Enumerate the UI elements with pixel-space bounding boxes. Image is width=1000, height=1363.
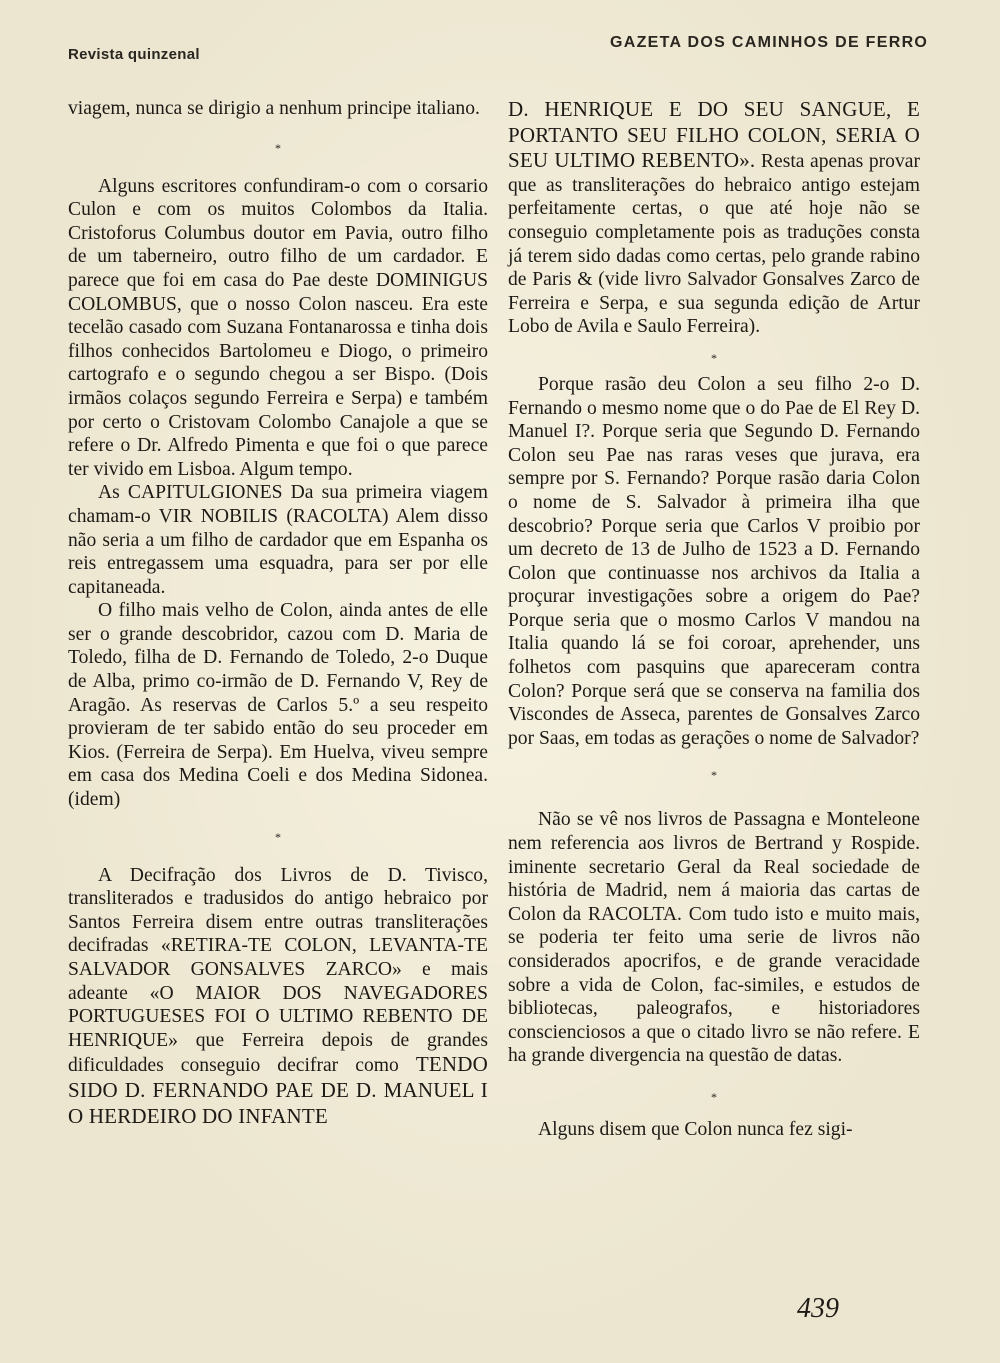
paragraph: Porque rasão deu Colon a seu filho 2-o D. Fernando o mesmo nome que o do Pae de El Rey D. Manuel I?. Porque seria que Segundo D. Fernando Colon seu Pae nas raras veses que jurava, era sempre por S. Fernando? Porque rasão daria Colon o nome de S. Salvador à primeira ilha que descobrio? Porque seria que Carlos V proibio por um decreto de 13 de Julho de 1523 a D. Fernando Colon que continuasse nos archivos da Italia a proçurar investigações sobre a origem do Pae? Porque seria que o mosmo Carlos V mandou na Italia quando lá se foi coroar, aprehender, uns folhetos com pasquins que apareceram contra Colon? Porque será que se conserva na familia dos Viscondes de Asseca, parentes de Gonsalves Zarco por Saas, em todas as gerações o nome de Salvador? (508, 373, 920, 749)
running-header-right: GAZETA DOS CAMINHOS DE FERRO (610, 34, 929, 51)
section-separator: * (711, 350, 717, 365)
section-separator: * (275, 140, 281, 155)
running-header-left: Revista quinzenal (68, 46, 200, 63)
caps-text: D. HENRIQUE E DO SEU SANGUE, E PORTANTO SEU FILHO COLON, SERIA O SEU ULTIMO REBENTO». (508, 97, 920, 173)
paragraph-text: A Decifração dos Livros de D. Tivisco, transliterados e tradusidos do antigo hebraico por Santos Ferreira disem entre outras transliterações decifradas «RETIRA-TE COLON, LEVANTA-TE SALVADOR GONSALVES ZARCO» e mais adeante «O MAIOR DOS NAVEGADORES PORTUGUESES FOI O ULTIMO REBENTO DE HENRIQUE» que Ferreira depois de grandes dificuldades conseguio decifrar como (68, 864, 488, 1077)
caps-text: TENDO SIDO D. FERNANDO PAE DE D. MANUEL I O HERDEIRO DO INFANTE (68, 1052, 488, 1128)
right-column (508, 97, 920, 1142)
paragraph: viagem, nunca se dirigio a nenhum principe italiano. (68, 98, 480, 119)
page-number: 439 (797, 1293, 839, 1324)
paragraph (68, 864, 488, 1130)
paragraph: O filho mais velho de Colon, ainda antes de elle ser o grande descobridor, cazou com D. Maria de Toledo, filha de D. Fernando de Toledo, 2-o Duque de Alba, primo co-irmão de D. Fernando V, Rey de Aragão. As reservas de Carlos 5.º a seu respeito provieram de ter sabido então do seu proceder em Kios. (Ferreira de Serpa). Em Huelva, viveu sempre em casa dos Medina Coeli e dos Medina Sidonea. (idem) (68, 600, 488, 811)
paragraph-text: Resta apenas provar que as transliterações do hebraico antigo estejam perfeitamente certas, o que até hoje não se conseguio completamente pois as traduções consta já terem sido dadas como certas, pelo grande rabino de Paris & (vide livro Salvador Gonsalves Zarco de Ferreira e Serpa, e sua segunda edição de Artur Lobo de Avila e Saulo Ferreira). (508, 151, 920, 338)
paragraph (508, 97, 920, 339)
section-separator: * (275, 829, 281, 844)
paragraph: Alguns disem que Colon nunca fez sigi- (538, 1118, 853, 1140)
paragraph: Não se vê nos livros de Passagna e Monteleone nem referencia aos livros de Bertrand y Rospide. iminente secretario Geral da Real sociedade de história de Madrid, nem á maioria das cartas de Colon da RACOLTA. Com tudo isto e muito mais, se poderia ter feito uma serie de livros não considerados apocrifos, e de grande veracidade sobre a vida de Colon, fac-similes, e estudos de bibliotecas, paleografos, e historiadores conscienciosos a que o citado livro se não refere. E ha grande divergencia na questão de datas. (508, 809, 920, 1067)
section-separator: * (711, 1089, 717, 1104)
section-separator: * (711, 768, 717, 783)
left-column (68, 97, 488, 1129)
paragraph: As CAPITULGIONES Da sua primeira viagem chamam-o VIR NOBILIS (RACOLTA) Alem disso não seria a um filho de cardador que em Espanha os reis entregassem uma esquadra, para ser por elle capitaneada. (68, 482, 488, 598)
paragraph: Alguns escritores confundiram-o com o corsario Culon e com os muitos Colombos da Italia. Cristoforus Columbus doutor em Pavia, outro filho de um taberneiro, outro filho de um cardador. E parece que foi em casa do Pae deste DOMINIGUS COLOMBUS, que o nosso Colon nasceu. Era este tecelão casado com Suzana Fontanarossa e tinha dois filhos conhecidos Bartolomeu e Diogo, o primeiro cartografo e o segundo chegou a ser Bispo. (Dois irmãos colaços segundo Ferreira e Serpa) e também por certo o Cristovam Colombo Canajole a que se refere o Dr. Alfredo Pimenta e que foi o que parece ter vivido em Lisboa. Algum tempo. (68, 175, 488, 480)
